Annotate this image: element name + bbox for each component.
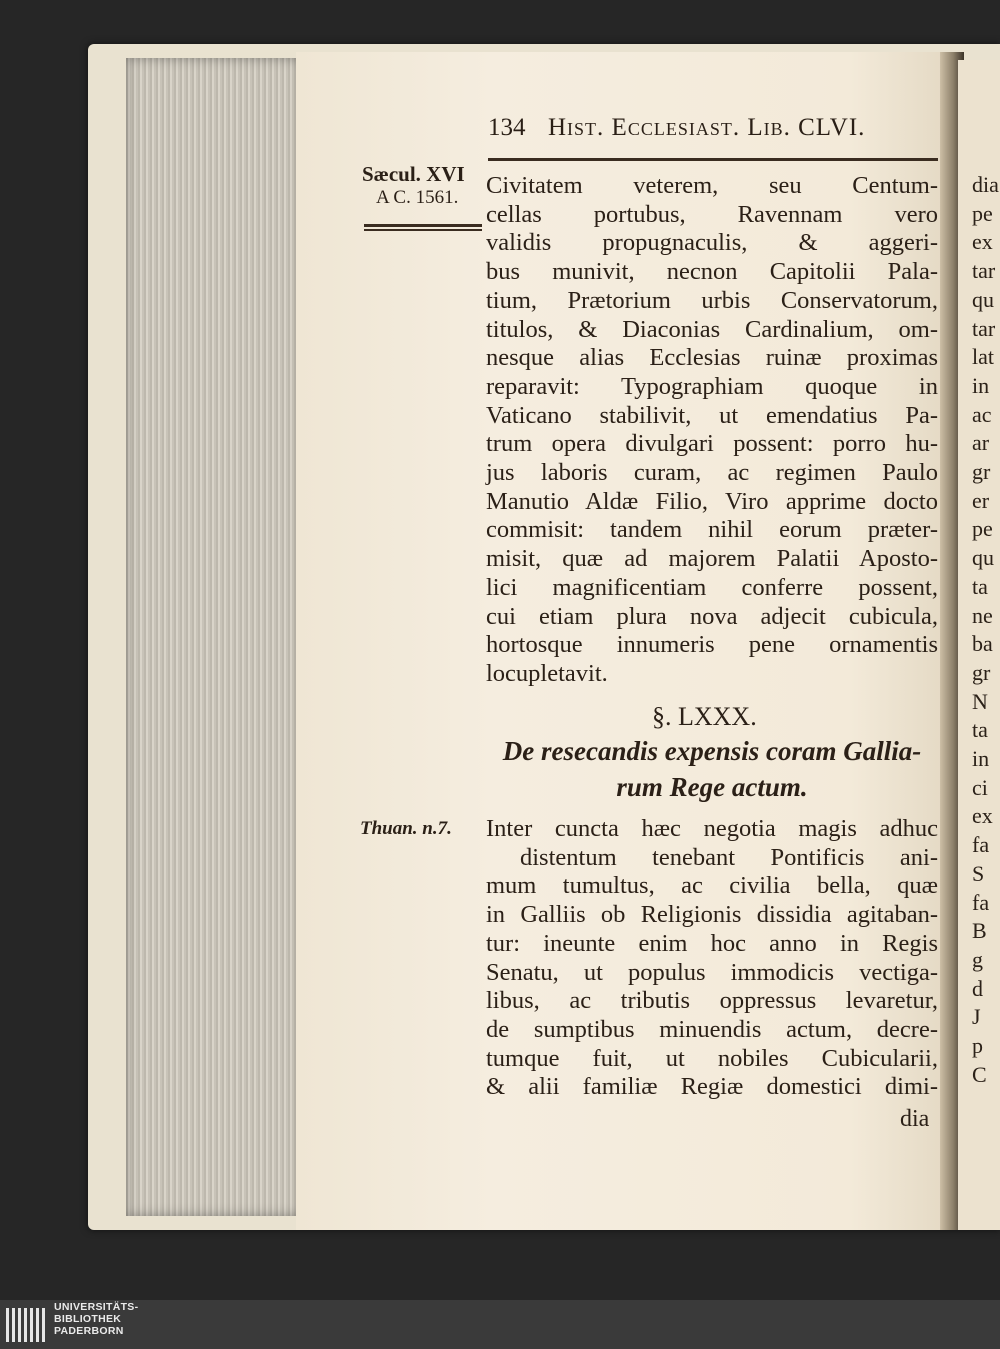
margin-rule <box>364 224 482 227</box>
facing-page-line: gr <box>972 459 991 484</box>
text-line: jus laboris curam, ac regimen Paulo <box>486 459 938 486</box>
facing-page-line: dia <box>972 172 999 197</box>
text-line: cellas portubus, Ravennam vero <box>486 200 938 228</box>
facing-page-line: pe <box>972 516 993 542</box>
text-line: hortosque innumeris pene ornamentis <box>486 631 938 659</box>
text-line: Civitatem veterem, seu Centum- <box>486 172 938 199</box>
text-line: validis propugnaculis, & aggeri- <box>486 229 938 257</box>
text-line: de sumptibus minuendis actum, decre- <box>486 1015 938 1043</box>
facing-page-line: ac <box>972 401 992 427</box>
section-heading-line2: rum Rege actum. <box>616 772 808 802</box>
text-line: bus munivit, necnon Capitolii Pala- <box>486 258 938 286</box>
facing-page-line: ba <box>972 631 993 657</box>
facing-page-line: ta <box>972 573 988 599</box>
facing-page-line: g <box>972 946 983 972</box>
margin-rule-2 <box>364 229 482 231</box>
facing-page-line: ar <box>972 430 990 456</box>
facing-page-line: ta <box>972 717 988 743</box>
text-line: commisit: tandem nihil eorum præter- <box>486 516 938 544</box>
facing-page-line: J <box>972 1004 981 1030</box>
library-name-line3: PADERBORN <box>54 1325 124 1337</box>
section-number: §. LXXX. <box>652 702 757 731</box>
running-head <box>488 114 936 150</box>
facing-page-line: lat <box>972 344 994 370</box>
facing-page-line: fa <box>972 889 990 915</box>
text-line: distentum tenebant Pontificis ani- <box>520 843 938 871</box>
text-line: & alii familiæ Regiæ domestici dimi- <box>486 1073 938 1101</box>
text-line: libus, ac tributis oppressus levaretur, <box>486 987 938 1015</box>
text-line: tur: ineunte enim hoc anno in Regis <box>486 929 938 957</box>
facing-page-line: fa <box>972 832 990 858</box>
library-footer <box>0 1300 1000 1349</box>
facing-page-line: B <box>972 918 987 944</box>
text-line: misit, quæ ad majorem Palatii Aposto- <box>486 545 938 573</box>
page-number: 134 <box>488 114 526 141</box>
text-line: tium, Prætorium urbis Conservatorum, <box>486 286 938 314</box>
facing-page-line: in <box>972 372 990 398</box>
facing-page-line: N <box>972 688 988 714</box>
margin-saeculum: Sæcul. XVI <box>362 162 465 186</box>
facing-page-line: gr <box>972 659 991 685</box>
text-line: trum opera divulgari possent: porro hu- <box>486 430 938 458</box>
margin-anno: A C. 1561. <box>376 187 459 208</box>
facing-page-line: ex <box>972 803 993 829</box>
section-heading-line1: De resecandis expensis coram Gallia- <box>502 736 922 766</box>
facing-page-line: qu <box>972 545 994 571</box>
facing-page-line: tar <box>972 258 996 284</box>
library-name-line1: UNIVERSITÄTS- <box>54 1301 139 1313</box>
catchword: dia <box>900 1106 930 1132</box>
text-line: Inter cuncta hæc negotia magis adhuc <box>486 815 938 842</box>
running-title: Hist. Ecclesiast. Lib. CLVI. <box>548 114 866 141</box>
facing-page-line: pe <box>972 200 993 226</box>
facing-page-line: tar <box>972 315 996 341</box>
facing-page-line: ci <box>972 774 988 800</box>
facing-page-line: S <box>972 860 985 886</box>
text-line: Manutio Aldæ Filio, Viro apprime docto <box>486 487 938 515</box>
text-line: locupletavit. <box>486 659 608 687</box>
facing-page-line: er <box>972 487 990 513</box>
text-line: reparavit: Typographiam quoque in <box>486 372 938 400</box>
facing-page-line: ne <box>972 602 993 628</box>
facing-page-line: C <box>972 1061 987 1087</box>
text-line: lici magnificentiam conferre possent, <box>486 573 938 601</box>
page-edges <box>126 58 302 1216</box>
text-line: tumque fuit, ut nobiles Cubicularii, <box>486 1044 938 1072</box>
facing-page <box>958 60 1000 1230</box>
text-line: Vaticano stabilivit, ut emendatius Pa- <box>486 401 938 429</box>
facing-page-line: d <box>972 975 983 1001</box>
library-name-line2: BIBLIOTHEK <box>54 1313 122 1325</box>
text-line: mum tumultus, ac civilia bella, quæ <box>486 872 938 900</box>
facing-page-line: qu <box>972 286 994 312</box>
text-line: cui etiam plura nova adjecit cubicula, <box>486 602 938 630</box>
text-line: nesque alias Ecclesias ruinæ proximas <box>486 344 938 372</box>
text-line: Senatu, ut populus immodicis vectiga- <box>486 958 938 986</box>
library-logo-icon <box>6 1308 48 1342</box>
text-line: titulos, & Diaconias Cardinalium, om- <box>486 315 938 343</box>
margin-citation: Thuan. n.7. <box>360 818 452 839</box>
text-line: in Galliis ob Religionis dissidia agitaban- <box>486 901 938 929</box>
header-rule <box>488 158 938 161</box>
facing-page-line: in <box>972 746 990 771</box>
facing-page-line: p <box>972 1033 983 1058</box>
facing-page-line: ex <box>972 229 993 255</box>
